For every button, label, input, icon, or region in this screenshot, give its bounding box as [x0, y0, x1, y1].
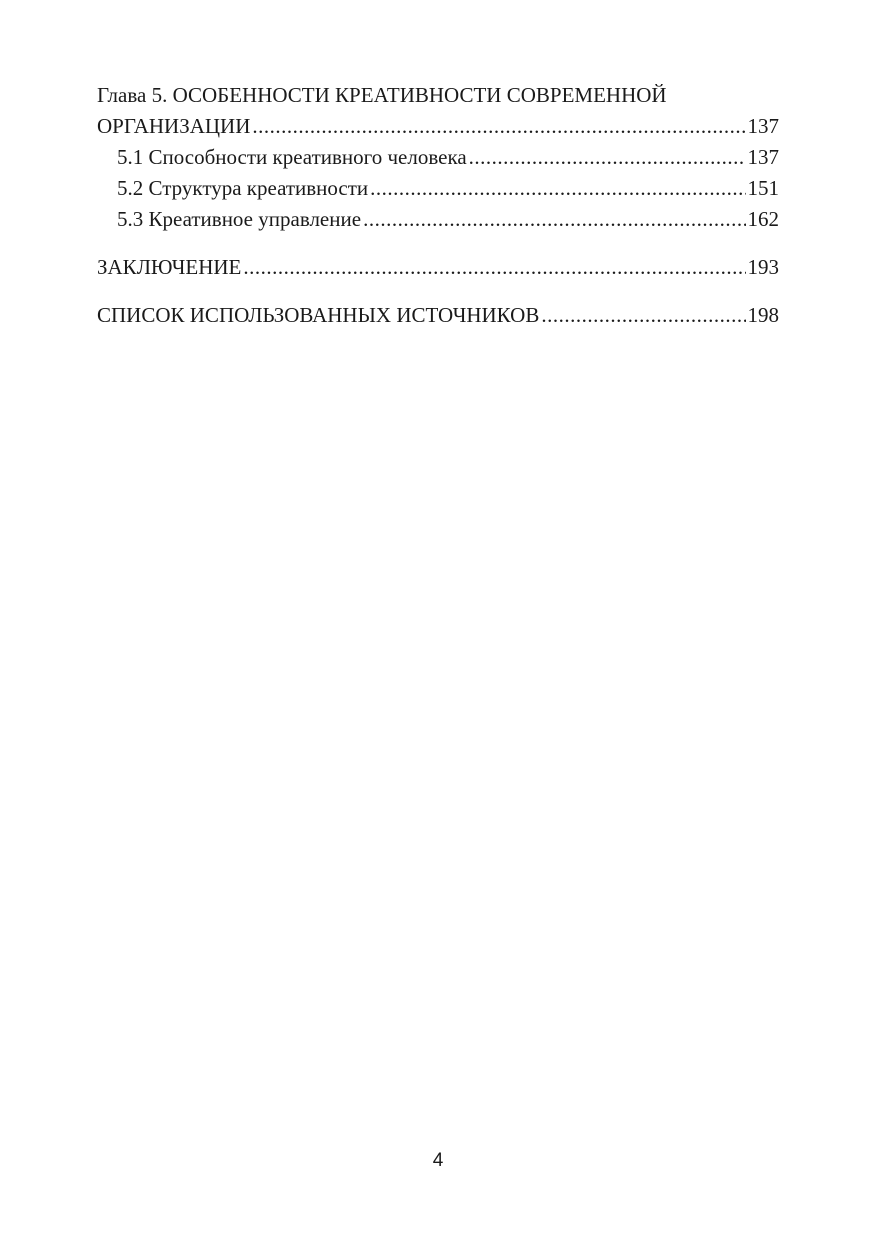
- toc-chapter-5-heading: [97, 80, 779, 111]
- toc-page-number: 193: [747, 255, 779, 279]
- toc-leader-dots: [370, 173, 745, 204]
- toc-section-title: 5.1 Способности креативного человека: [117, 145, 467, 169]
- toc-chapter-5-entry[interactable]: [97, 111, 779, 142]
- toc-page-number: 151: [747, 176, 779, 200]
- page-footer-number: 4: [432, 1150, 444, 1171]
- toc-references-title: СПИСОК ИСПОЛЬЗОВАННЫХ ИСТОЧНИКОВ: [97, 303, 540, 327]
- toc-chapter-5-title-line1: Глава 5. ОСОБЕННОСТИ КРЕАТИВНОСТИ СОВРЕМЕННОЙ: [97, 83, 667, 107]
- toc-section-title: 5.3 Креативное управление: [117, 207, 362, 231]
- toc-conclusion[interactable]: [97, 252, 779, 283]
- toc-page-number: 162: [747, 207, 779, 231]
- toc-section-title: 5.2 Структура креативности: [117, 176, 369, 200]
- toc-page-number: 198: [747, 303, 779, 327]
- table-of-contents: [97, 80, 779, 331]
- toc-chapter-5-title-line2: ОРГАНИЗАЦИИ: [97, 114, 251, 138]
- toc-section-5-1[interactable]: [97, 142, 779, 173]
- toc-leader-dots: [252, 111, 745, 142]
- toc-leader-dots: [363, 204, 745, 235]
- toc-leader-dots: [469, 142, 746, 173]
- toc-leader-dots: [243, 252, 745, 283]
- toc-section-5-2[interactable]: [97, 173, 779, 204]
- toc-references[interactable]: [97, 300, 779, 331]
- toc-page-number: 137: [747, 145, 779, 169]
- toc-page-number: 137: [747, 114, 779, 138]
- toc-leader-dots: [541, 300, 745, 331]
- toc-section-5-3[interactable]: [97, 204, 779, 235]
- toc-conclusion-title: ЗАКЛЮЧЕНИЕ: [97, 255, 242, 279]
